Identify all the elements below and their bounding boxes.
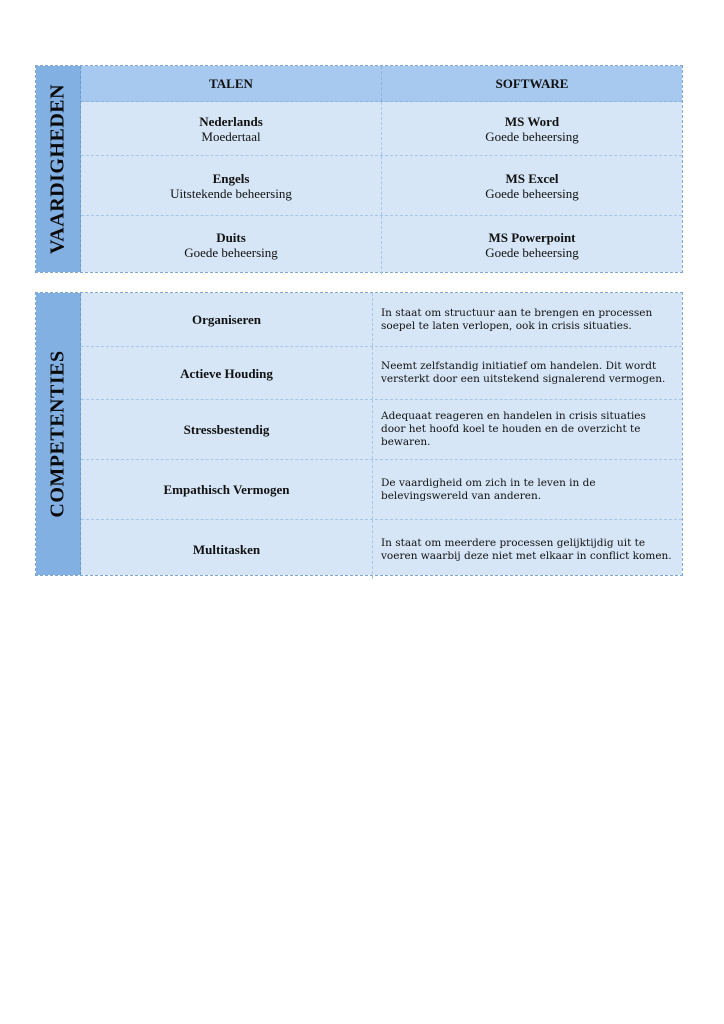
- competency-name: Empathisch Vermogen: [163, 482, 290, 497]
- software-level: Goede beheersing: [485, 128, 579, 144]
- competency-description: Adequaat reageren en handelen in crisis situaties door het hoofd koel te houden en de overzicht te bewaren.: [381, 410, 646, 448]
- competency-name: Organiseren: [191, 312, 262, 327]
- column-header-talen: TALEN: [81, 66, 382, 101]
- software-cell: [382, 216, 682, 274]
- competency-description: De vaardigheid om zich in te leven in de belevingswereld van anderen.: [381, 476, 596, 502]
- language-level: Uitstekende beheersing: [170, 185, 292, 201]
- table-row: [81, 216, 682, 274]
- language-level: Moedertaal: [201, 128, 261, 144]
- column-header-software: SOFTWARE: [495, 75, 569, 91]
- table-row: [81, 347, 682, 400]
- competency-description-cell: [373, 347, 682, 399]
- language-cell: [81, 216, 382, 274]
- table-row: [81, 156, 682, 216]
- competency-name-cell: [81, 400, 373, 459]
- software-name: MS Powerpoint: [488, 230, 576, 245]
- software-name: MS Word: [504, 113, 560, 129]
- software-cell: [382, 156, 682, 215]
- table-row: [81, 293, 682, 347]
- software-cell: [382, 102, 682, 155]
- competency-name: Stressbestendig: [183, 422, 270, 437]
- language-name: Duits: [216, 230, 246, 245]
- competency-description-cell: [373, 520, 682, 579]
- language-cell: [81, 102, 382, 155]
- competenties-section: [35, 292, 683, 576]
- competenties-table: [81, 293, 682, 575]
- competency-description: In staat om structuur aan te brengen en processen soepel te laten verlopen, ook in crisis situaties.: [381, 306, 653, 332]
- competency-name-cell: [81, 520, 373, 579]
- software-level: Goede beheersing: [485, 245, 579, 260]
- vaardigheden-table: [81, 66, 682, 272]
- language-name: Nederlands: [199, 113, 263, 129]
- language-level: Goede beheersing: [184, 245, 278, 260]
- competency-description-cell: [373, 400, 682, 459]
- vaardigheden-heading: VAARDIGHEDEN: [46, 83, 69, 255]
- competency-description-cell: [373, 293, 682, 346]
- vaardigheden-header-row: [81, 66, 682, 102]
- software-level: Goede beheersing: [485, 185, 579, 201]
- vaardigheden-section: [35, 65, 683, 273]
- competenties-side-label: [36, 293, 81, 575]
- table-row: [81, 460, 682, 520]
- competency-description-cell: [373, 460, 682, 519]
- software-name: MS Excel: [505, 170, 559, 186]
- vaardigheden-side-label: [36, 66, 81, 272]
- competency-description: Neemt zelfstandig initiatief om handelen. Dit wordt versterkt door een uitstekend signalerend vermogen.: [381, 360, 666, 385]
- competency-name-cell: [81, 293, 373, 346]
- table-row: [81, 520, 682, 579]
- competency-name: Multitasken: [192, 542, 261, 557]
- competency-name-cell: [81, 460, 373, 519]
- competenties-heading: COMPETENTIES: [46, 350, 69, 518]
- table-row: [81, 102, 682, 156]
- language-name: Engels: [212, 170, 250, 186]
- competency-description: In staat om meerdere processen gelijktijdig uit te voeren waarbij deze niet met elkaar in conflict komen.: [381, 536, 672, 562]
- language-cell: [81, 156, 382, 215]
- competency-name-cell: [81, 347, 373, 399]
- table-row: [81, 400, 682, 460]
- competency-name: Actieve Houding: [180, 365, 273, 381]
